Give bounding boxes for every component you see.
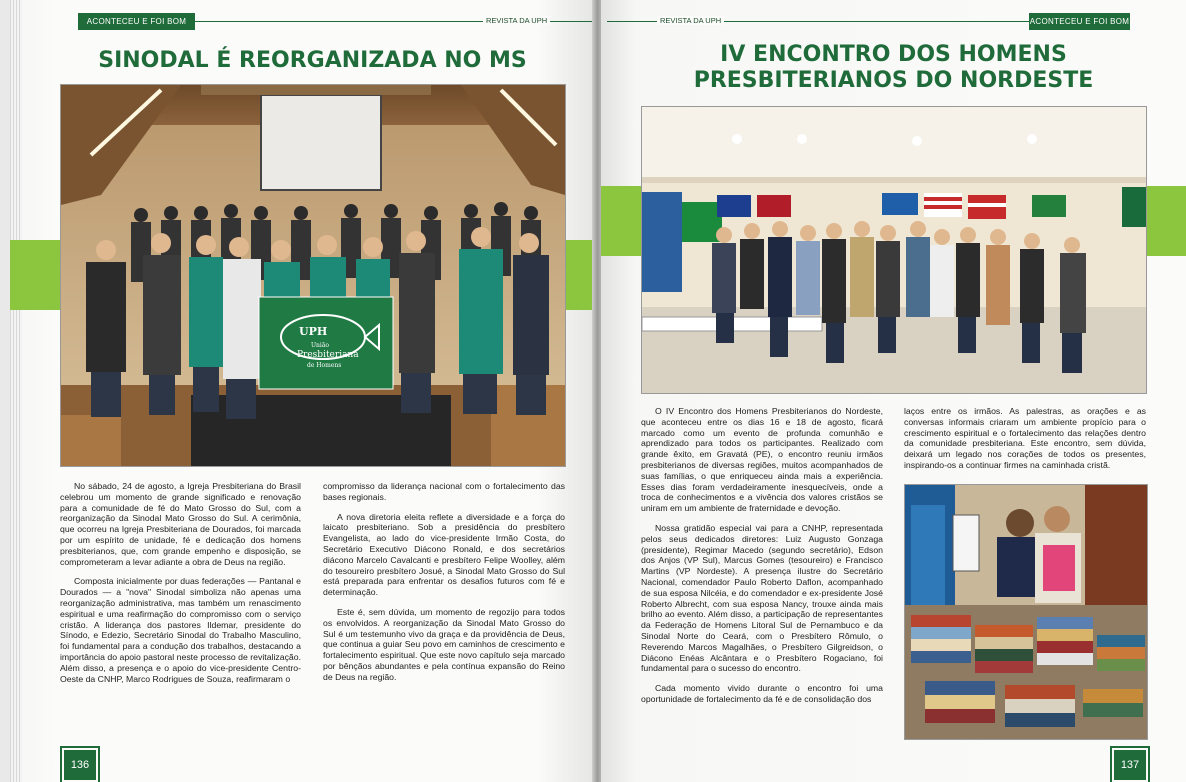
section-tag: ACONTECEU E FOI BOM <box>1029 13 1130 30</box>
magazine-name: REVISTA DA UPH <box>657 16 724 25</box>
uph-banner <box>259 297 393 389</box>
paragraph: Composta inicialmente por duas federações — Pantanal e Dourados — a "nova" Sinodal simboliza não apenas uma reorganização administrativa, mas também um renascimento espiritual e uma reafirmação do compromisso com o serviço cristão. A liderança dos pastores Ildemar, presidente do Sínodo, e Edezio, Secretário Sinodal do Trabalho Masculino, foi fundamental para a condução dos trabalhos, destacando a importância do apoio pastoral neste processo de revitalização. Além disso, a presença e o apoio do vice-presidente Centro-Oeste da CNHP, Marco Rodrigues de Souza, reafirmaram o <box>60 576 301 684</box>
page-edge <box>10 0 22 782</box>
group-photo-art <box>61 85 565 466</box>
paragraph: Nossa gratidão especial vai para a CNHP, representada pelos seus dedicados diretores: Luiz Augusto Gonzaga (presidente), Regimar Macedo (segundo secretário), Edson dos Anjos (VP Sul), Marcus Gomes (tesoureiro) e Francisco Martins (VP Nordeste). A presença ilustre do Secretário Nacional, comendador Paulo Roberto Daflon, acompanhado de sua esposa Nilcéia, e do comendador e ex-presidente José Roberto Albrecht, com sua esposa Nancy, trouxe ainda mais brilho ao evento. Além disso, a participação de representantes da Federação de Homens Litoral Sul de Pernambuco e da Sinodal Norte do Ceará, com o Presbítero Rômulo, o Reverendo Marcos Magalhães, o Presbítero Gilgreidson, o Diácono Enéas Alcântara e o Presbítero Rogaciano, foi fundamental para o sucesso do encontro. <box>641 522 883 674</box>
banner-uniao-text: União <box>311 342 330 349</box>
event-group-photo <box>641 106 1147 394</box>
group-photo <box>60 84 566 467</box>
banner-uph-text: UPH <box>299 325 328 338</box>
book-stacks <box>905 605 1147 739</box>
book-table-photo <box>904 484 1148 740</box>
paragraph: Este é, sem dúvida, um momento de regozijo para todos os envolvidos. A reorganização da Sinodal Mato Grosso do Sul é um testemunho vivo da graça e da providência de Deus, que continua a guiar Seu povo em caminhos de crescimento e fortalecimento espiritual. Que este novo capítulo seja marcado por bênçãos abundantes e pela contínua expansão do Reino de Deus na região. <box>323 606 565 682</box>
magazine-name: REVISTA DA UPH <box>483 16 550 25</box>
page-number: 137 <box>1112 748 1148 782</box>
accent-bar <box>601 186 641 256</box>
article-column-1 <box>60 481 301 693</box>
paragraph: O IV Encontro dos Homens Presbiterianos do Nordeste, que aconteceu entre os dias 16 e 18 de agosto, ficará marcado como um evento de profunda comunhão e aprendizado para todos os participantes. Realizado com grande êxito, em Gravatá (PE), o encontro reuniu irmãos presbiterianos de diversas regiões, muitos acompanhados de suas famílias, o que enriqueceu ainda mais a experiência. Esses dias foram verdadeiramente inesquecíveis, onde a troca de conhecimentos e a vivência dos valores cristãos se uniram em um ambiente de fraternidade e devoção. <box>641 406 883 514</box>
paragraph: laços entre os irmãos. As palestras, as orações e as conversas informais criaram um ambiente propício para o crescimento espiritual e o fortalecimento das relações dentro da comunidade presbiteriana. Este encontro, sem dúvida, deixará um legado nos corações de todos os presentes, inspirando-os a continuar firmes na caminhada cristã. <box>904 406 1146 470</box>
accent-bar <box>10 240 60 310</box>
section-tag: ACONTECEU E FOI BOM <box>78 13 195 30</box>
paragraph: No sábado, 24 de agosto, a Igreja Presbiteriana do Brasil celebrou um momento de grande significado e renovação para a comunidade de fé do Mato Grosso do Sul, com a reorganização da Sinodal Mato Grosso do Sul. A cerimônia, que ocorreu na Igreja Presbiteriana de Dourados, foi marcada por um espírito de unidade, fé e dedicação dos homens presbiterianos, que, com grande empenho e disposição, se comprometeram a levar adiante a obra de Deus na região. <box>60 481 301 567</box>
article-column-2 <box>323 481 565 692</box>
title-line-1: IV ENCONTRO DOS HOMENS <box>720 42 1067 67</box>
event-group-photo-art <box>642 107 1146 393</box>
paragraph: compromisso da liderança nacional com o fortalecimento das bases regionais. <box>323 481 565 502</box>
accent-bar <box>565 240 595 310</box>
paragraph: Cada momento vivido durante o encontro foi uma oportunidade de fortalecimento da fé e de consolidação dos <box>641 683 883 704</box>
page-title <box>681 42 1106 94</box>
paragraph: A nova diretoria eleita reflete a diversidade e a força do laicato presbiteriano. Sob a presidência do presbítero Evangelista, ao lado do vice-presidente Irmão Costa, do Secretário Executivo Diácono Ronald, e dos secretários diácono Marcelo Cavalcanti e presbítero Felipe Woolley, além do tesoureiro presbítero Josué, a Sinodal Mato Grosso do Sul está preparada para enfrentar os desafios futuros com fé e determinação. <box>323 511 565 598</box>
banner-presbiteriana-text: Presbiteriana <box>297 350 359 360</box>
book-table-photo-art <box>905 485 1147 739</box>
page-number: 136 <box>62 748 98 782</box>
left-page <box>10 0 595 782</box>
right-page <box>601 0 1186 782</box>
article-column-1 <box>641 406 883 714</box>
page-title: SINODAL É REORGANIZADA NO MS <box>98 48 527 73</box>
article-column-2 <box>904 406 1146 480</box>
accent-bar <box>1146 186 1186 256</box>
banner-de-homens-text: de Homens <box>307 362 342 369</box>
title-line-2: PRESBITERIANOS DO NORDESTE <box>693 68 1094 93</box>
